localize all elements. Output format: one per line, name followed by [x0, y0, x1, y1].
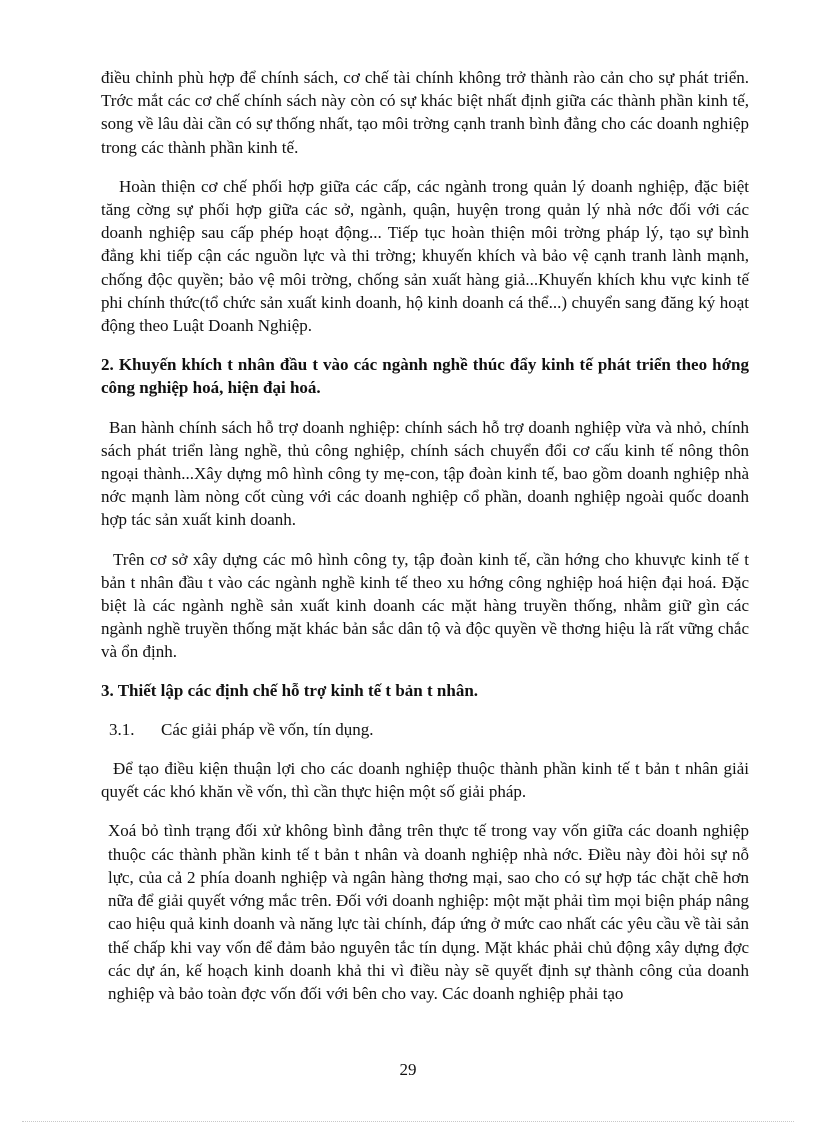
- page-number: 29: [399, 1060, 417, 1079]
- subsection-number: 3.1.: [109, 719, 135, 739]
- subsection-heading-3-1: [101, 718, 749, 741]
- paragraph-equal-treatment: Xoá bỏ tình trạng đối xử không bình đẳng trên thực tế trong vay vốn giữa các doanh nghiệp thuộc các thành phần kinh tế t bản t nhân và doanh nghiệp nhà nớc. Điều này đòi hỏi sự nỗ lực, của cả 2 phía doanh nghiệp và ngân hàng thơng mại, sao cho có sự hợp tác chặt chẽ hơn nữa để giải quyết vớng mắc trên. Đối với doanh nghiệp: một mặt phải tìm mọi biện pháp nâng cao hiệu quả kinh doanh và năng lực tài chính, đáp ứng ở mức cao nhất các yêu cầu về tài sản thế chấp khi vay vốn để đảm bảo nguyên tắc tín dụng. Mặt khác phải chủ động xây dựng đợc các dự án, kế hoạch kinh doanh khả thi vì điều này sẽ quyết định sự thành công của doanh nghiệp và bảo toàn đợc vốn đối với bên cho vay. Các doanh nghiệp phải tạo: [108, 821, 749, 1003]
- section-heading-3: 3. Thiết lập các định chế hỗ trợ kinh tế t bản t nhân.: [101, 680, 479, 700]
- section-heading-2: 2. Khuyến khích t nhân đầu t vào các ngành nghề thúc đẩy kinh tế phát triển theo hớng công nghiệp hoá, hiện đại hoá.: [101, 355, 749, 398]
- paragraph-capital-intro: Để tạo điều kiện thuận lợi cho các doanh nghiệp thuộc thành phần kinh tế t bản t nhân giải quyết các khó khăn về vốn, thì cần thực hiện một số giải pháp.: [101, 759, 749, 802]
- paragraph-coordination: Hoàn thiện cơ chế phối hợp giữa các cấp, các ngành trong quản lý doanh nghiệp, đặc biệt tăng cờng sự phối hợp giữa các sở, ngành, quận, huyện trong quản lý nhà nớc đối với các doanh nghiệp sau cấp phép hoạt động... Tiếp tục hoàn thiện môi trờng pháp lý, tạo sự bình đẳng khi tiếp cận các nguồn lực và thi trờng; khuyến khích và bảo vệ cạnh tranh lành mạnh, chống độc quyền; bảo vệ môi trờng, chống sản xuất hàng giả...Khuyến khích khu vực kinh tế phi chính thức(tổ chức sản xuất kinh doanh, hộ kinh doanh cá thể...) chuyển sang đăng ký hoạt động theo Luật Doanh Nghiệp.: [101, 176, 749, 336]
- page-bottom-divider: [22, 1121, 794, 1122]
- document-page: [101, 66, 749, 1005]
- paragraph-policy-adjustment: điều chỉnh phù hợp để chính sách, cơ chế tài chính không trở thành rào cản cho sự phát triển. Trớc mắt các cơ chế chính sách này còn có sự khác biệt nhất định giữa các thành phần kinh tế, song về lâu dài cần có sự thống nhất, tạo môi trờng cạnh tranh bình đẳng cho các doanh nghiệp trong các thành phần kinh tế.: [101, 68, 749, 157]
- subsection-title: Các giải pháp về vốn, tín dụng.: [161, 719, 374, 739]
- paragraph-business-models: Trên cơ sở xây dựng các mô hình công ty, tập đoàn kinh tế, cần hớng cho khuvực kinh tế t bản t nhân đầu t vào các ngành nghề kinh tế theo xu hớng công nghiệp hoá hiện đại hoá. Đặc biệt là các ngành nghề sản xuất kinh doanh các mặt hàng truyền thống, nhằm giữ gìn các ngành nghề truyền thống mặt khác bản sắc dân tộ và độc quyền về thơng hiệu là rất vững chắc và ổn định.: [101, 549, 749, 662]
- paragraph-support-policy: Ban hành chính sách hỗ trợ doanh nghiệp: chính sách hỗ trợ doanh nghiệp vừa và nhỏ, chính sách phát triển làng nghề, thủ công nghiệp, chính sách chuyển đổi cơ cấu kinh tế nông thôn ngoại thành...Xây dựng mô hình công ty mẹ-con, tập đoàn kinh tế, bao gồm doanh nghiệp nhà nớc mạnh làm nòng cốt cùng với các doanh nghiệp cổ phần, doanh nghiệp ngoài quốc doanh hợp tác sản xuất kinh doanh.: [101, 417, 749, 530]
